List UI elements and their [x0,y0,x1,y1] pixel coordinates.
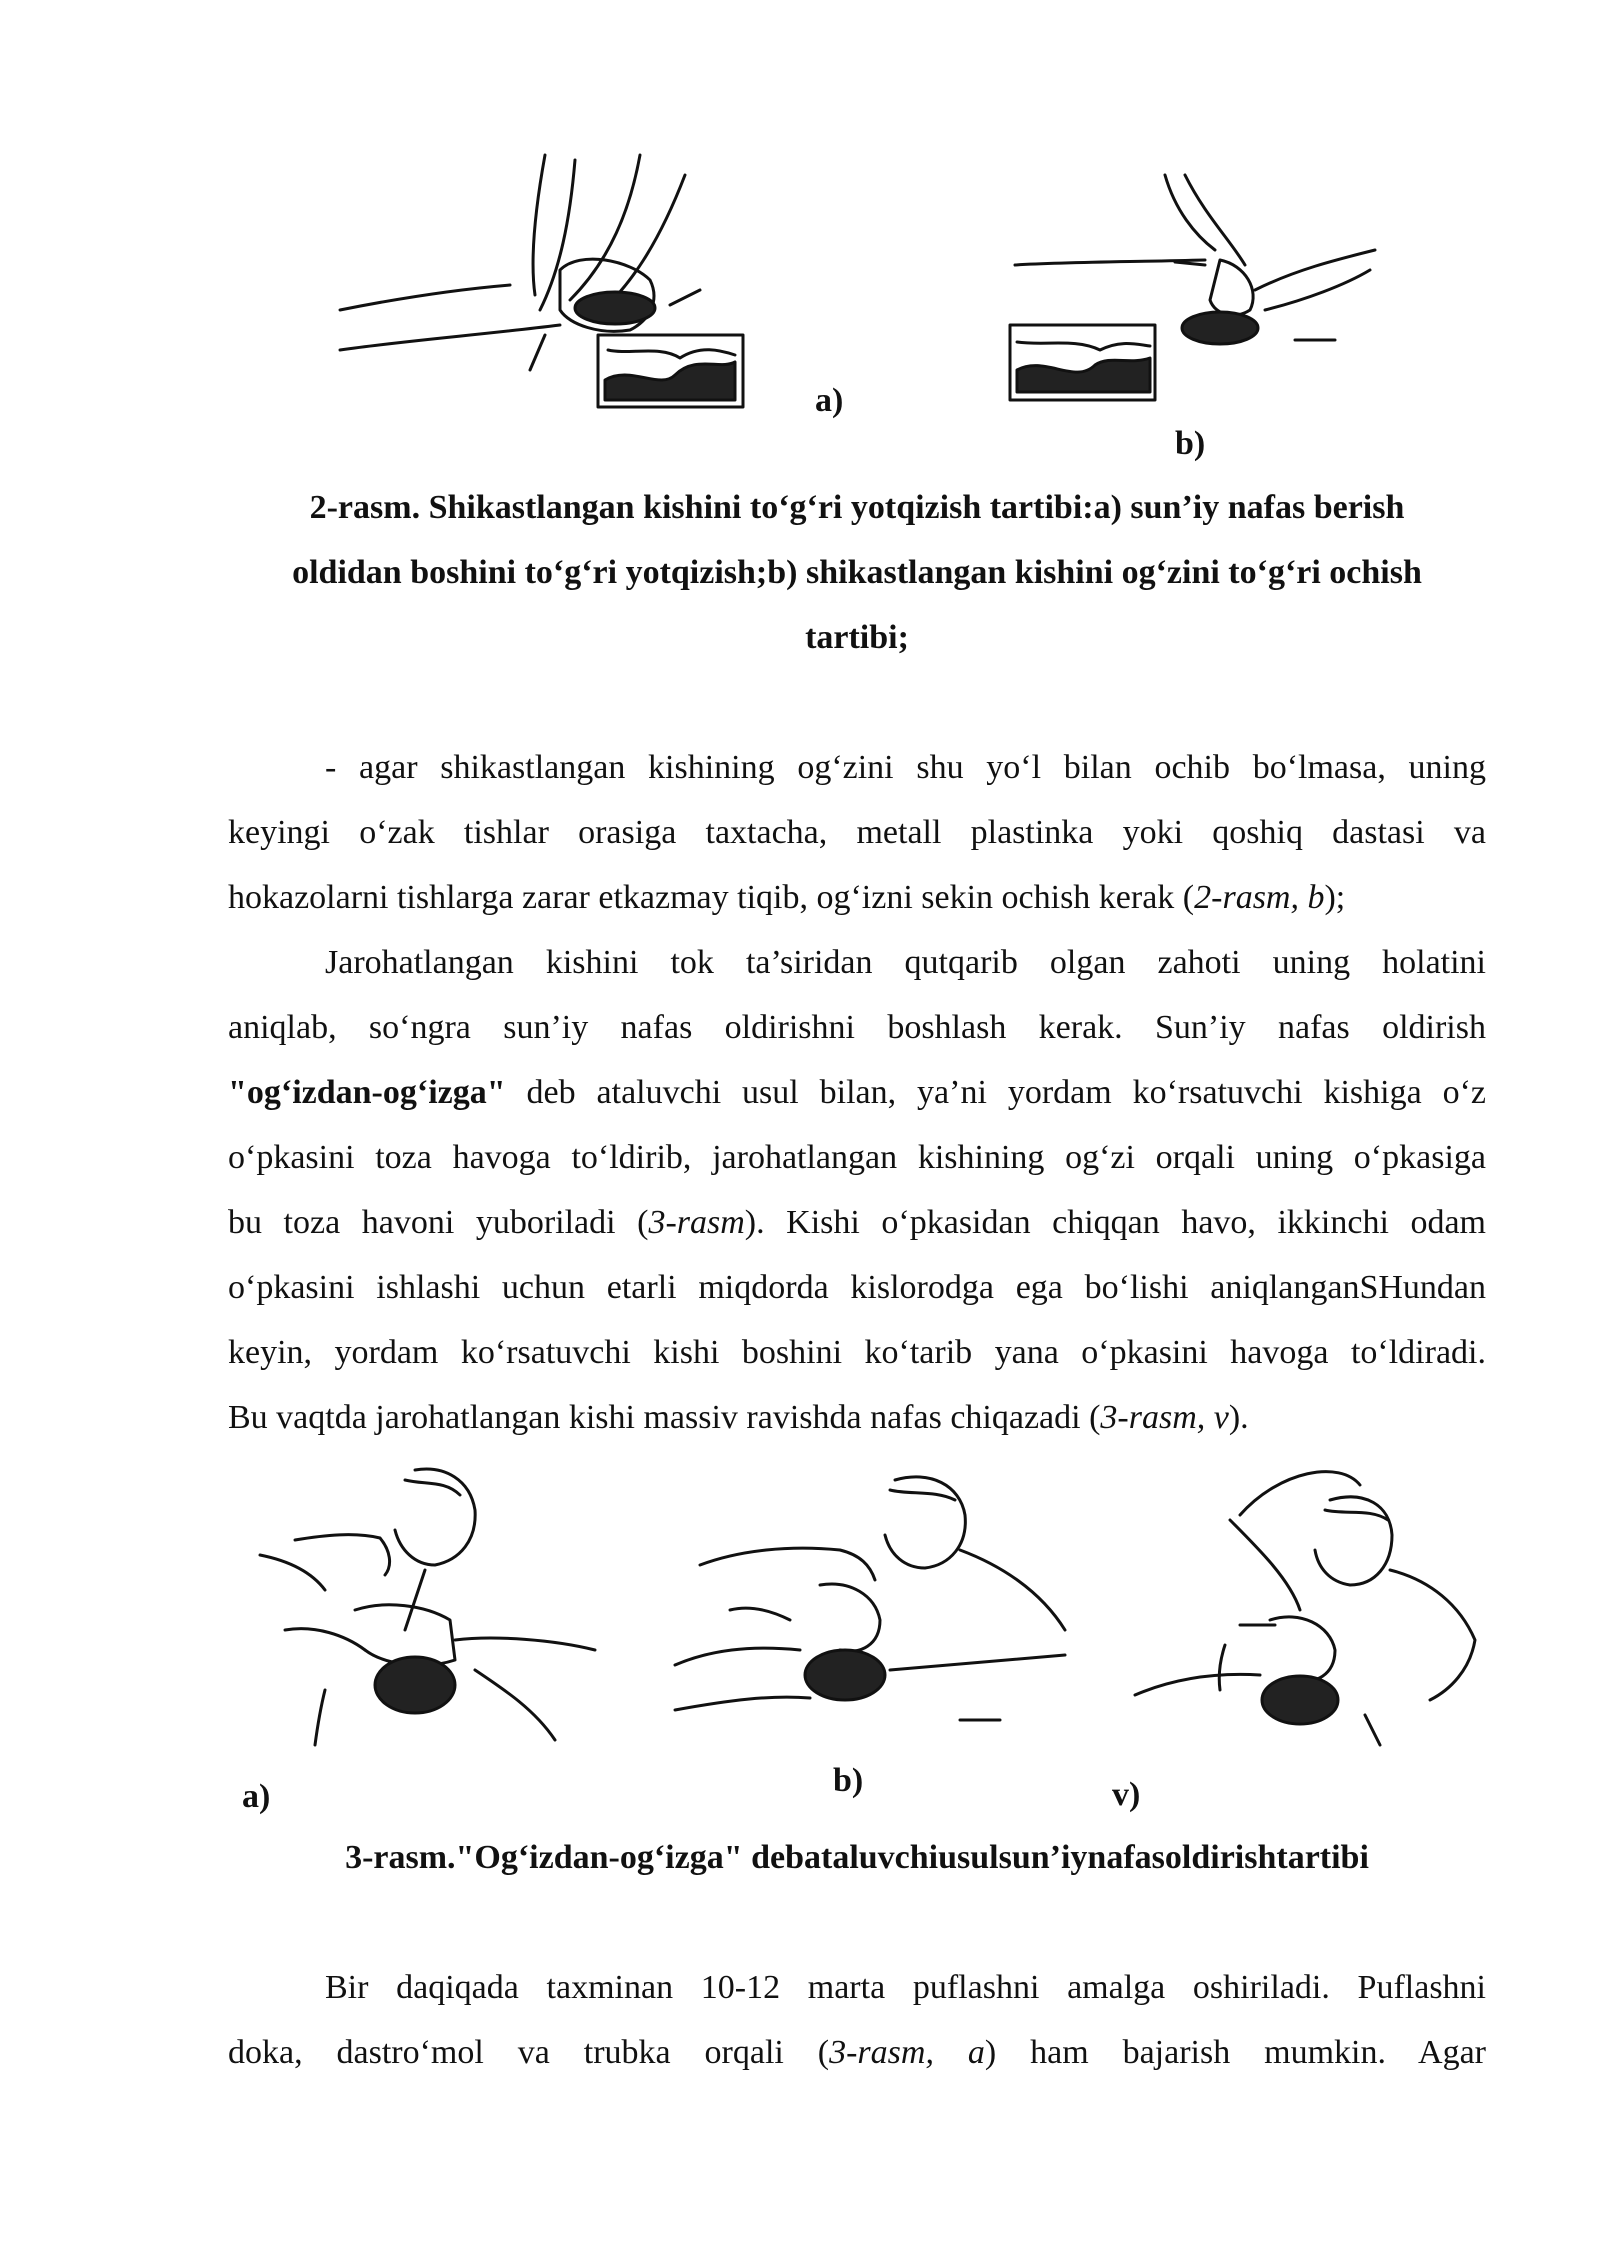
paragraph-3 [228,1955,1486,2085]
figure2-caption-line: oldidan boshini to‘g‘ri yotqizish;b) shikastlangan kishini og‘zini to‘g‘ri ochish [292,554,1422,591]
figure2-label-b: b) [1175,425,1206,462]
method-name: "og‘izdan-og‘izga" [228,1074,506,1111]
text-run: deb ataluvchi usul bilan, ya’ni yordam ko‘rsatuvchi kishiga o‘z [505,1074,1486,1111]
paragraph-line [228,2020,1486,2085]
paragraph-line: Jarohatlangan kishini tok ta’siridan qutqarib olgan zahoti uning holatini [325,944,1486,981]
text-run: ) ham bajarish mumkin. Agar [984,2034,1486,2071]
text-run: hokazolarni tishlarga zarar etkazmay tiqib, og‘izni sekin ochish kerak ( [228,879,1195,916]
paragraph-1 [228,735,1486,930]
figure-reference: 3-rasm, v [1100,1399,1229,1436]
figure-reference: 3-rasm [648,1204,745,1241]
figure2-caption [228,475,1486,670]
figure3-caption: 3-rasm."Og‘izdan-og‘izga" debataluvchiusulsun’iynafasoldirishtartibi [345,1839,1369,1876]
text-run: bu toza havoni yuboriladi ( [228,1204,649,1241]
figure3-illustration-v [1130,1460,1490,1760]
paragraph-line: keyin, yordam ko‘rsatuvchi kishi boshini ko‘tarib yana o‘pkasini havoga to‘ldiradi. [228,1334,1486,1371]
text-run: Bu vaqtda jarohatlangan kishi massiv ravishda nafas chiqazadi ( [228,1399,1101,1436]
figure3-label-v: v) [1112,1776,1141,1813]
figure2-label-a: a) [815,382,844,419]
paragraph-line: keyingi o‘zak tishlar orasiga taxtacha, metall plastinka yoki qoshiq dastasi va [228,814,1486,851]
figure3-label-b: b) [833,1762,864,1799]
paragraph-line [228,1060,1486,1125]
figure3-illustration-a [255,1460,610,1750]
figure-reference: 2-rasm, b [1194,879,1325,916]
paragraph-line: o‘pkasini ishlashi uchun etarli miqdorda kislorodga ega bo‘lishi aniqlanganSHundan [228,1269,1486,1306]
figure2-illustration-b [1005,170,1385,410]
figure3-label-a: a) [242,1778,271,1815]
text-run: ). [1228,1399,1249,1436]
figure2-caption-line: 2-rasm. Shikastlangan kishini to‘g‘ri yotqizish tartibi:a) sun’iy nafas berish [309,489,1405,526]
text-run: doka, dastro‘mol va trubka orqali ( [228,2034,830,2071]
figure2-caption-line: tartibi; [805,619,909,656]
figure3-illustration-b [670,1470,1075,1740]
paragraph-line [228,1190,1486,1255]
paragraph-line: o‘pkasini toza havoga to‘ldirib, jarohatlangan kishining og‘zi orqali uning o‘pkasiga [228,1139,1486,1176]
paragraph-line: aniqlab, so‘ngra sun’iy nafas oldirishni boshlash kerak. Sun’iy nafas oldirish [228,1009,1486,1046]
figure2-illustration-a [330,150,750,410]
paragraph-line [228,865,1486,930]
figure-reference: 3-rasm, a [829,2034,985,2071]
paragraph-line: - agar shikastlangan kishining og‘zini shu yo‘l bilan ochib bo‘lmasa, uning [325,749,1486,786]
paragraph-line: Bir daqiqada taxminan 10-12 marta puflashni amalga oshiriladi. Puflashni [325,1969,1486,2006]
text-run: ). Kishi o‘pkasidan chiqqan havo, ikkinchi odam [744,1204,1486,1241]
text-run: ); [1324,879,1346,916]
paragraph-line [228,1385,1486,1450]
paragraph-2 [228,930,1486,1450]
